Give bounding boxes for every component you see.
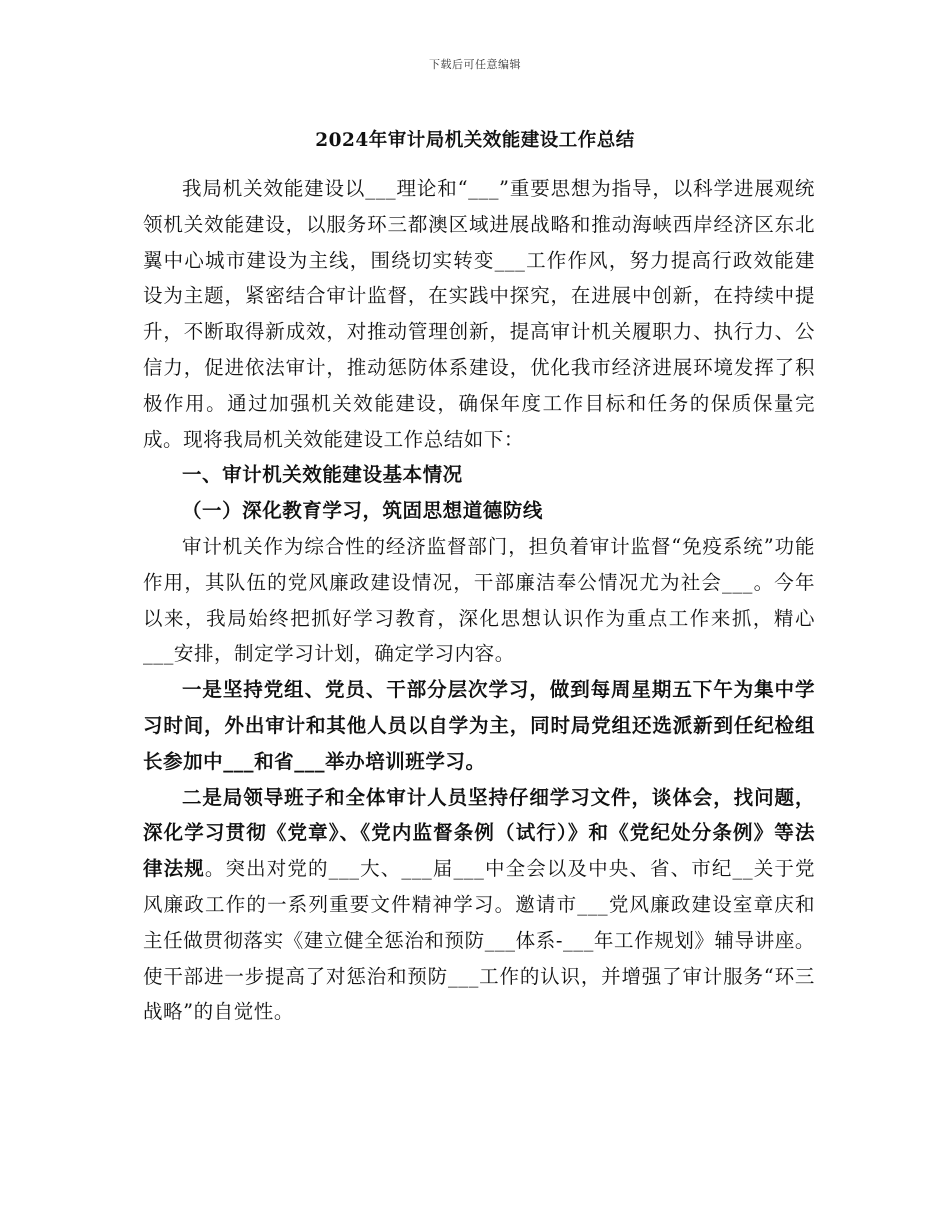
- paragraph-continuation: 。突出对党的___大、___届___中全会以及中央、省、市纪__关于党风廉政工作的一系列重要文件精神学习。邀请市___党风廉政建设室章庆和主任做贯彻落实《建立健全惩治和预防___体系-___年工作规划》辅导讲座。使干部进一步提高了对惩治和预防___工作的认识，并增强了审计服务“环三战略”的自觉性。: [143, 857, 815, 1024]
- section-heading: 一、审计机关效能建设基本情况: [182, 463, 463, 487]
- mixed-paragraph: [143, 780, 815, 1031]
- body-paragraph: 审计机关作为综合性的经济监督部门，担负着审计监督“免疫系统”功能作用，其队伍的党风廉政建设情况，干部廉洁奉公情况尤为社会___。今年以来，我局始终把抓好学习教育，深化思想认识作为重点工作来抓，精心___安排，制定学习计划，确定学习内容。: [143, 534, 815, 666]
- bold-lead-text: 二是局领导班子和全体审计人员坚持仔细学习文件，谈体会，找问题，深化学习贯彻《党章》、《党内监督条例（试行）》和《党纪处分条例》等法律法规: [143, 785, 815, 881]
- document-body: [143, 171, 815, 1030]
- subsection-heading: （一）深化教育学习，筑固思想道德防线: [182, 499, 543, 523]
- document-title: 2024年审计局机关效能建设工作总结: [315, 130, 635, 151]
- intro-paragraph: 我局机关效能建设以___理论和“___”重要思想为指导，以科学进展观统领机关效能建设，以服务环三都澳区域进展战略和推动海峡西岸经济区东北翼中心城市建设为主线，围绕切实转变___工作作风，努力提高行政效能建设为主题，紧密结合审计监督，在实践中探究，在进展中创新，在持续中提升，不断取得新成效，对推动管理创新，提高审计机关履职力、执行力、公信力，促进依法审计，推动惩防体系建设，优化我市经济进展环境发挥了积极作用。通过加强机关效能建设，确保年度工作目标和任务的保质保量完成。现将我局机关效能建设工作总结如下：: [143, 177, 815, 451]
- bold-paragraph: 一是坚持党组、党员、干部分层次学习，做到每周星期五下午为集中学习时间，外出审计和其他人员以自学为主，同时局党组还选派新到任纪检组长参加中___和省___举办培训班学习。: [143, 678, 815, 773]
- header-note: 下载后可任意编辑: [429, 58, 521, 71]
